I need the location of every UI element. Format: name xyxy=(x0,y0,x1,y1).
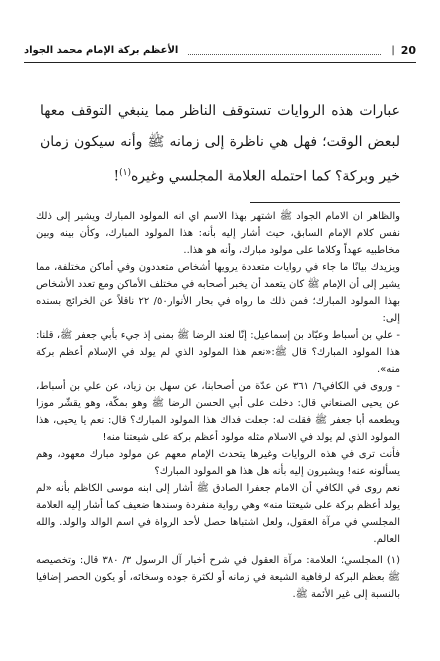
header-rule xyxy=(24,62,416,63)
footnote-reference[interactable]: (١) xyxy=(119,168,131,178)
header-separator: | xyxy=(391,44,395,56)
main-paragraph xyxy=(40,96,400,193)
notes-section xyxy=(36,208,400,603)
note-paragraph: والظاهر ان الامام الجواد ﷺ اشتهر بهذا الاسم اي انه المولود المبارك ويشير إلى ذلك نفس كلام الإمام السابق، حيث أشار إليه بأنه: هذا المولود المبارك، وكأن بينه وبين مخاطبيه عهداً وكلاما على مولود مبارك، وأنه هو هذا.. xyxy=(36,211,400,256)
notes-rule xyxy=(250,202,400,203)
main-text-end: ! xyxy=(113,168,120,185)
note-quote: - وروى في الكافي٦/ ٣٦١ عن عدّة من أصحابنا، عن سهل بن زياد، عن علي بن أسباط، عن يحيى الصنعاني قال: دخلت على أبي الحسن الرضا ﷺ وهو بمكّة، وهو يقشّر موزا ويطعمه أبا جعفر ﷺ فقلت له: جعلت فداك هذا المولود المبارك؟ قال: نعم يا يحيى، هذا المولود الذي لم يولد في الاسلام مثله مولود أعظم بركة على شيعتنا منه! xyxy=(36,381,400,443)
note-paragraph: ويزيدك بيانًا ما جاء في روايات متعددة يرويها أشخاص متعددون وفي أماكن مختلفة، مما يشير إلى أن الإمام ﷺ كان يتعمد أن يخبر أصحابه في مختلف الأماكن ومع تعدد الأشخاص بهذا المولود المبارك؛ فمن ذلك ما رواه في بحار الأنوار٥٠/ ٢٢ ناقلاً عن الخرائج بسنده إلى: xyxy=(36,262,400,324)
footnote-1: (١) المجلسي؛ العلامة: مرآة العقول في شرح أخبار آل الرسول ٣/ ٣٨٠ قال: وتخصيصه ﷺ بعظم البركة لرفاهية الشيعة في زمانه أو لكثرة جوده وسخائه، أو يكون الحصر إضافيا بالنسبة إلى غير الأئمة ﷺ. xyxy=(36,555,400,600)
main-text: عبارات هذه الروايات تستوقف الناظر مما ينبغي التوقف معها لبعض الوقت؛ فهل هي ناظرة إلى زمانه ﷺ وأنه سيكون زمان خير وبركة؟ كما احتمله العلامة المجلسي وغيره xyxy=(40,103,400,185)
running-header xyxy=(24,40,416,60)
header-dot-leader xyxy=(188,46,381,55)
header-title: الأعظم بركة الإمام محمد الجواد xyxy=(24,44,179,56)
note-paragraph: نعم روى في الكافي أن الامام جعفرا الصادق ﷺ أشار إلى ابنه موسى الكاظم بأنه «لم يولد أعظم بركة على شيعتنا منه» وهي رواية منفردة وسندها ضعيف كما أشار إليه العلامة المجلسي في مرآة العقول، ولعل اشتباها حصل لأحد الرواة في اسم الوالد والولد. والله العالم. xyxy=(36,483,400,545)
note-paragraph: فأنت ترى في هذه الروايات وغيرها يتحدث الإمام معهم عن مولود مبارك معهود، وهم يسألونه عنه! ويشيرون إليه بأنه هل هذا هو المولود المبارك؟ xyxy=(36,449,400,477)
note-quote: - علي بن أسباط وعبّاد بن إسماعيل: إنّا لعند الرضا ﷺ بمنى إذ جيء بأبي جعفر ﷺ، قلنا: هذا المولود المبارك؟ قال ﷺ:«نعم هذا المولود الذي لم يولد في الإسلام أعظم بركة منه». xyxy=(36,330,400,375)
page-number: 20 xyxy=(400,43,416,57)
